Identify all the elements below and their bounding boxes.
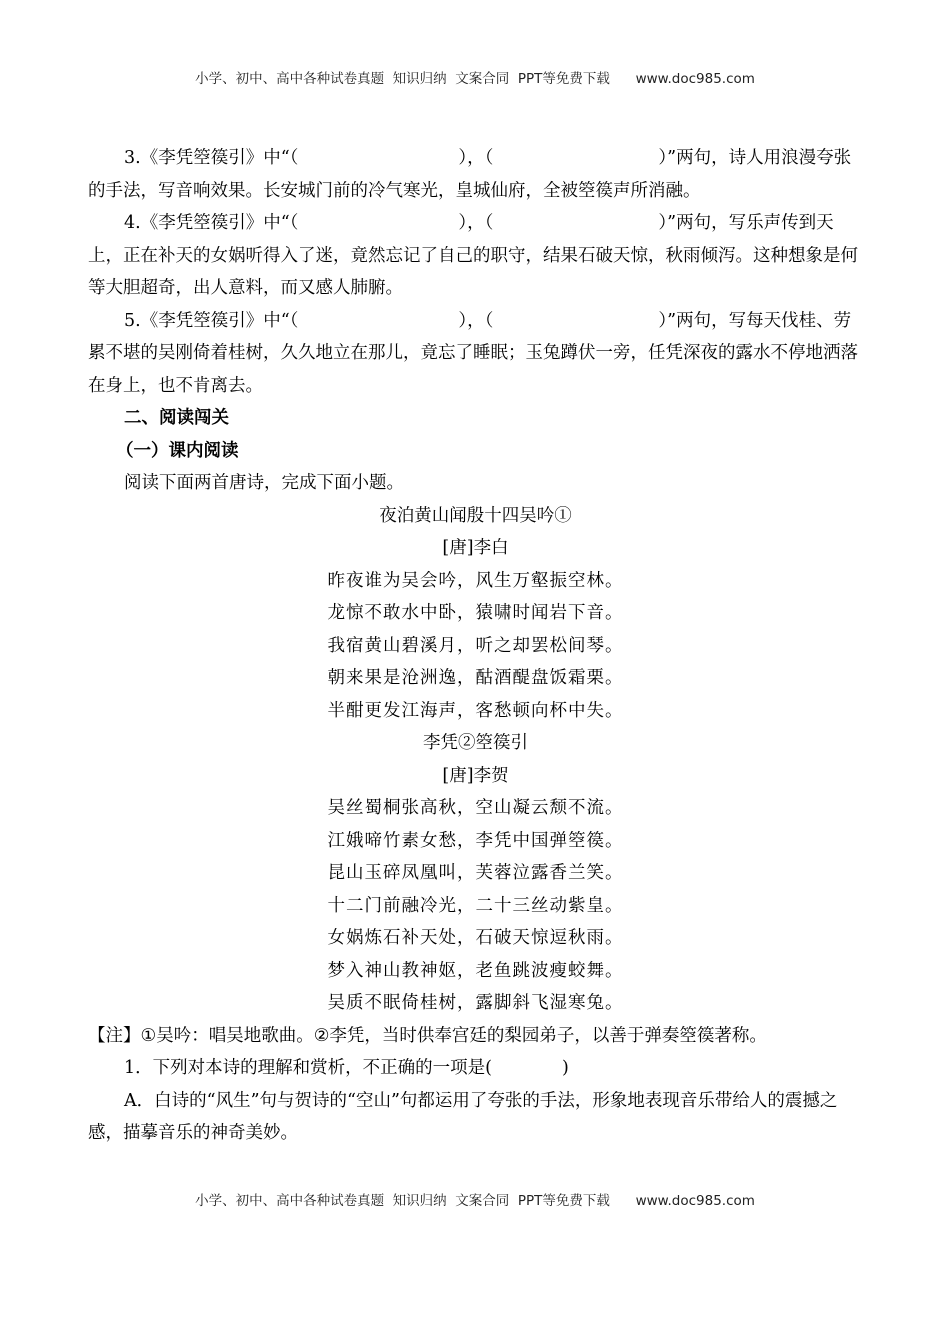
q5-mid: ），（ <box>458 310 494 331</box>
q4-mid: ），（ <box>458 213 494 233</box>
poem2-title: 李凭②箜篌引 <box>423 733 528 753</box>
question-1-close: ) <box>561 1058 569 1078</box>
question-4 <box>88 207 863 305</box>
document-body <box>88 142 863 1150</box>
poem-line: 十二门前融冷光，二十三丝动紫皇。 <box>327 895 624 916</box>
q3-suffix: ）”两句，诗人用浪漫夸张的手法，写音响效果。长安城门前的冷气寒光，皇城仙府，全被箜篌声所消融。 <box>88 148 852 201</box>
q5-prefix: 5.《李凭箜篌引》中“（ <box>124 310 299 331</box>
poem-line: 龙惊不敢水中卧，猿啸时闻岩下音。 <box>327 603 624 623</box>
poem-line: 梦入神山教神妪，老鱼跳波瘦蛟舞。 <box>327 960 624 981</box>
poem1-title: 夜泊黄山闻殷十四吴吟① <box>379 505 572 526</box>
poem-line: 吴质不眠倚桂树，露脚斜飞湿寒兔。 <box>327 993 624 1013</box>
q3-prefix: 3.《李凭箜篌引》中“（ <box>124 148 299 168</box>
poem-line: 昨夜谁为吴会吟，风生万壑振空林。 <box>327 570 624 591</box>
poem-note: 【注】①吴吟：唱吴地歌曲。②李凭，当时供奉宫廷的梨园弟子，以善于弹奏箜篌著称。 <box>88 1025 767 1046</box>
reading-instruction: 阅读下面两首唐诗，完成下面小题。 <box>124 473 404 493</box>
option-a: A．白诗的“风生”句与贺诗的“空山”句都运用了夸张的手法，形象地表现音乐带给人的震撼之感，描摹音乐的神奇美妙。 <box>88 1090 838 1143</box>
question-1-text: 1．下列对本诗的理解和赏析，不正确的一项是( <box>124 1058 492 1078</box>
poem1-author: [唐]李白 <box>442 538 509 558</box>
poem-line: 朝来果是沧洲逸，酤酒醍盘饭霜栗。 <box>327 668 624 688</box>
q4-suffix: ）”两句，写乐声传到天上，正在补天的女娲听得入了迷，竟然忘记了自己的职守，结果石破天惊，秋雨倾泻。这种想象是何等大胆超奇，出人意料，而又感人肺腑。 <box>88 213 858 298</box>
poem-line: 吴丝蜀桐张高秋，空山凝云颓不流。 <box>327 798 624 818</box>
question-1 <box>88 1052 863 1085</box>
section-heading: 二、阅读闯关 <box>124 408 229 428</box>
q3-mid: ），（ <box>458 148 494 168</box>
page-header: 小学、初中、高中各种试卷真题 知识归纳 文案合同 PPT等免费下载 www.doc985.com <box>195 71 755 87</box>
poem-line: 女娲炼石补天处，石破天惊逗秋雨。 <box>327 928 624 948</box>
poem-line: 我宿黄山碧溪月，听之却罢松间琴。 <box>327 635 624 656</box>
question-3 <box>88 142 863 207</box>
poem2-author: [唐]李贺 <box>442 765 509 786</box>
poem-line: 昆山玉碎凤凰叫，芙蓉泣露香兰笑。 <box>327 863 624 883</box>
page-footer: 小学、初中、高中各种试卷真题 知识归纳 文案合同 PPT等免费下载 www.doc985.com <box>195 1193 755 1209</box>
q5-suffix: ）”两句，写每天伐桂、劳累不堪的吴刚倚着桂树，久久地立在那儿，竟忘了睡眠；玉兔蹲伏一旁，任凭深夜的露水不停地洒落在身上，也不肯离去。 <box>88 310 858 396</box>
q4-prefix: 4.《李凭箜篌引》中“（ <box>124 213 299 233</box>
poem-line: 江娥啼竹素女愁，李凭中国弹箜篌。 <box>327 830 624 851</box>
subsection-heading: （一）课内阅读 <box>116 440 239 461</box>
poem-line: 半酣更发江海声，客愁顿向杯中失。 <box>327 700 624 721</box>
question-5 <box>88 305 863 403</box>
